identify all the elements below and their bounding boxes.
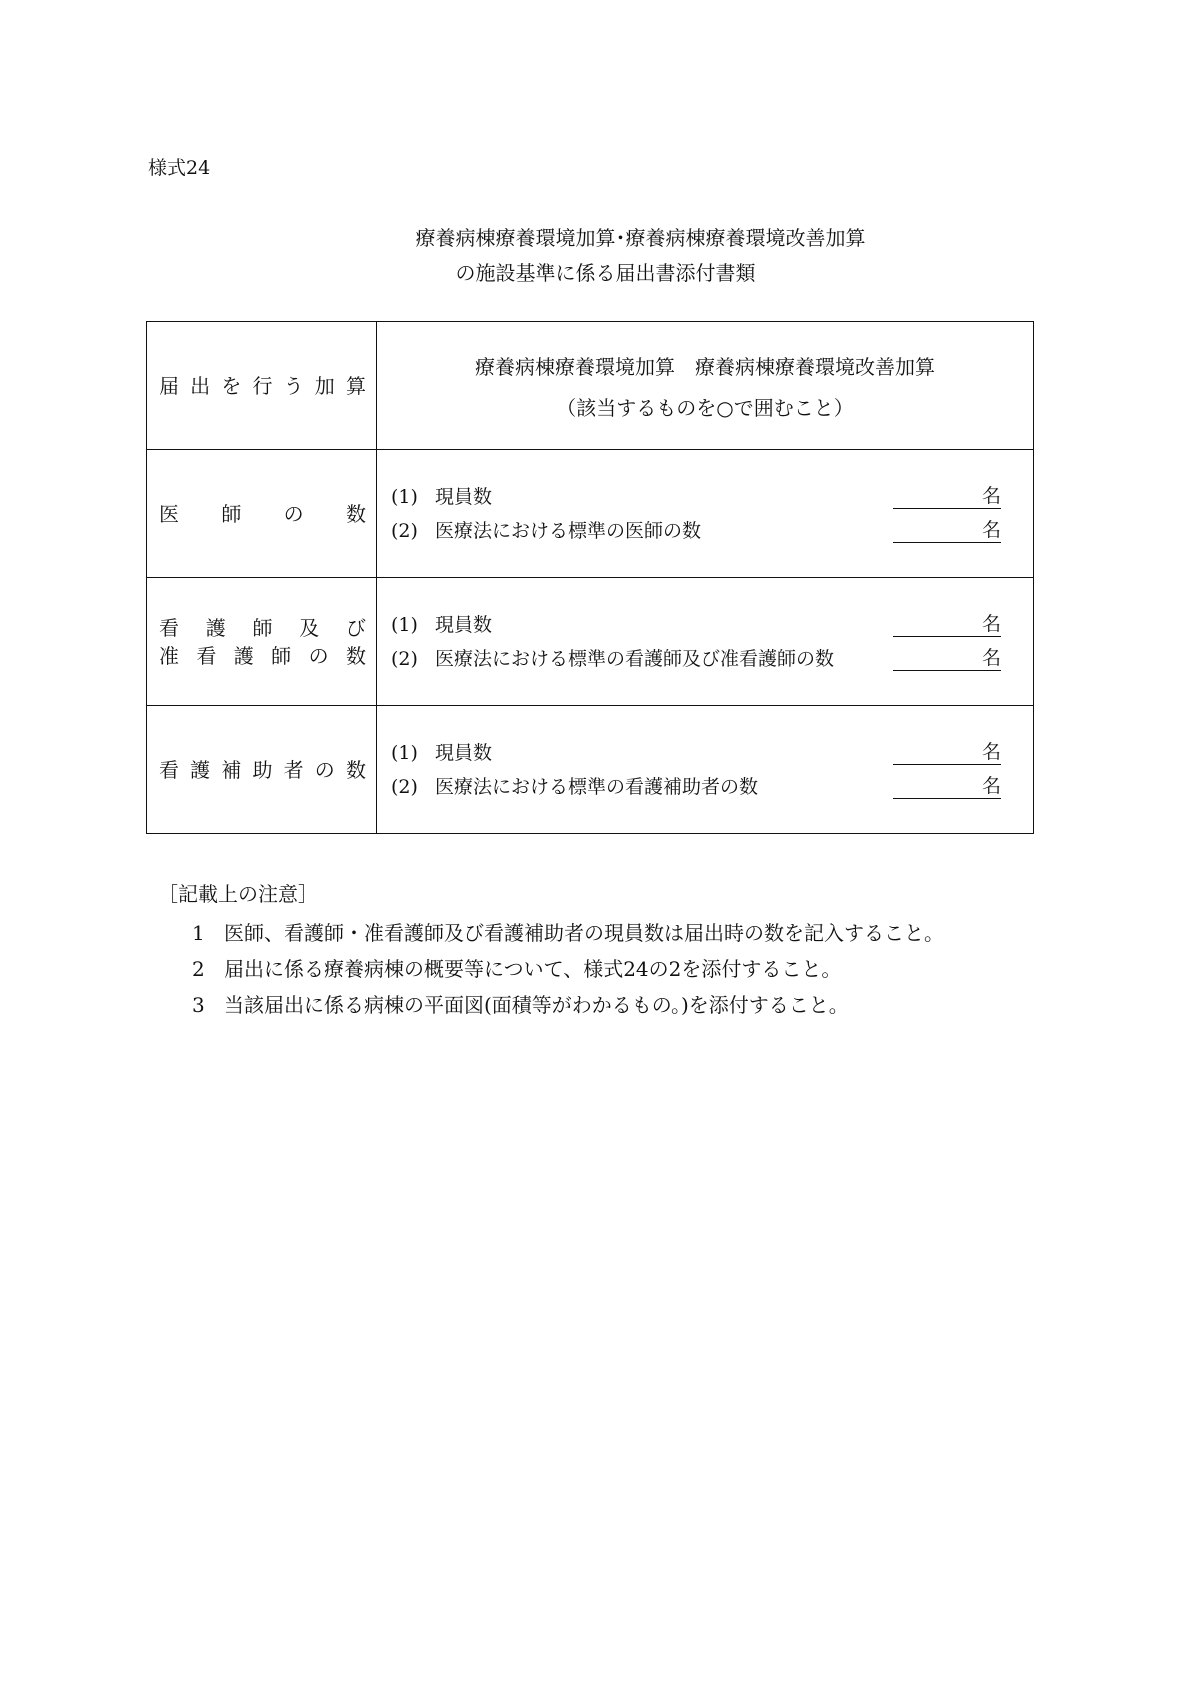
label-char: 助 [252,757,273,782]
count-blank-field[interactable]: 名 [893,740,1001,765]
label-char: 数 [345,643,366,668]
note-number: 2 [192,957,205,981]
spread-label [159,642,366,670]
label-char: 届 [159,373,179,398]
label-char: 医 [159,501,179,526]
row-label-doctors [147,450,377,578]
row-label-addition-type [147,322,377,450]
spread-label [159,500,366,528]
circle-instruction: （該当するものを○で囲むこと） [556,395,854,420]
item-number: (1) [391,485,418,508]
label-char: 師 [252,615,273,640]
label-char: 行 [252,373,273,398]
field-row [377,770,1033,804]
label-char: 加 [314,373,335,398]
row-label-assistants [147,706,377,834]
field-row [377,736,1033,770]
document-title-line1: 療養病棟療養環境加算･療養病棟療養環境改善加算 [415,226,866,250]
label-char: の [308,643,329,668]
count-blank-field[interactable]: 名 [893,612,1001,637]
field-row [377,480,1033,514]
item-text: 現員数 [435,613,493,636]
label-char: 護 [190,757,211,782]
note-text: 届出に係る療養病棟の概要等について、様式24の2を添付すること。 [224,957,842,981]
item-number: (1) [391,741,418,764]
item-number: (2) [391,519,418,542]
label-char: の [314,757,335,782]
notification-form-table [146,321,1034,834]
notes-section [158,878,944,1023]
count-blank-field[interactable]: 名 [893,646,1001,671]
label-char: 者 [283,757,304,782]
note-text: 当該届出に係る病棟の平面図(面積等がわかるもの。)を添付すること。 [224,993,849,1017]
label-char: 師 [221,501,242,526]
label-char: 数 [345,757,366,782]
item-text: 医療法における標準の医師の数 [435,519,702,542]
label-char: う [283,373,304,398]
item-text: 現員数 [435,485,493,508]
count-blank-field[interactable]: 名 [893,484,1001,509]
note-number: 1 [192,921,205,945]
note-number: 3 [192,993,205,1017]
table-row-addition-type [147,322,1034,450]
field-row [377,608,1033,642]
addition-options-text[interactable]: 療養病棟療養環境加算 療養病棟療養環境改善加算 [475,354,935,379]
label-char: を [221,373,242,398]
label-char: 看 [196,643,217,668]
addition-options-cell[interactable] [377,322,1034,450]
label-char: 護 [233,643,254,668]
item-number: (2) [391,775,418,798]
label-char: び [346,615,366,640]
label-char: 看 [159,615,179,640]
spread-label [159,372,366,400]
item-text: 医療法における標準の看護補助者の数 [435,775,759,798]
spread-label [159,756,366,784]
label-char: の [283,501,304,526]
spread-label [159,614,366,642]
note-item [158,987,944,1023]
label-char: 准 [159,643,179,668]
nurses-fields-cell [377,578,1034,706]
item-number: (2) [391,647,418,670]
item-text: 現員数 [435,741,493,764]
assistants-fields-cell [377,706,1034,834]
item-number: (1) [391,613,418,636]
table-row-doctors [147,450,1034,578]
document-title-line2: の施設基準に係る届出書添付書類 [455,261,756,285]
row-label-nurses [147,578,377,706]
count-blank-field[interactable]: 名 [893,518,1001,543]
field-row [377,514,1033,548]
label-char: 看 [159,757,179,782]
label-char: 及 [299,615,320,640]
notes-heading: ［記載上の注意］ [158,882,318,906]
table-row-nurses [147,578,1034,706]
table-row-assistants [147,706,1034,834]
field-row [377,642,1033,676]
count-blank-field[interactable]: 名 [893,774,1001,799]
label-char: 出 [190,373,211,398]
label-char: 算 [345,373,366,398]
doctors-fields-cell [377,450,1034,578]
label-char: 護 [205,615,226,640]
label-char: 師 [271,643,292,668]
label-char: 数 [345,501,366,526]
item-text: 医療法における標準の看護師及び准看護師の数 [435,647,835,670]
note-item [158,951,944,987]
label-char: 補 [221,757,242,782]
note-text: 医師、看護師・准看護師及び看護補助者の現員数は届出時の数を記入すること。 [224,921,944,945]
note-item [158,915,944,951]
form-number: 様式24 [148,157,211,179]
